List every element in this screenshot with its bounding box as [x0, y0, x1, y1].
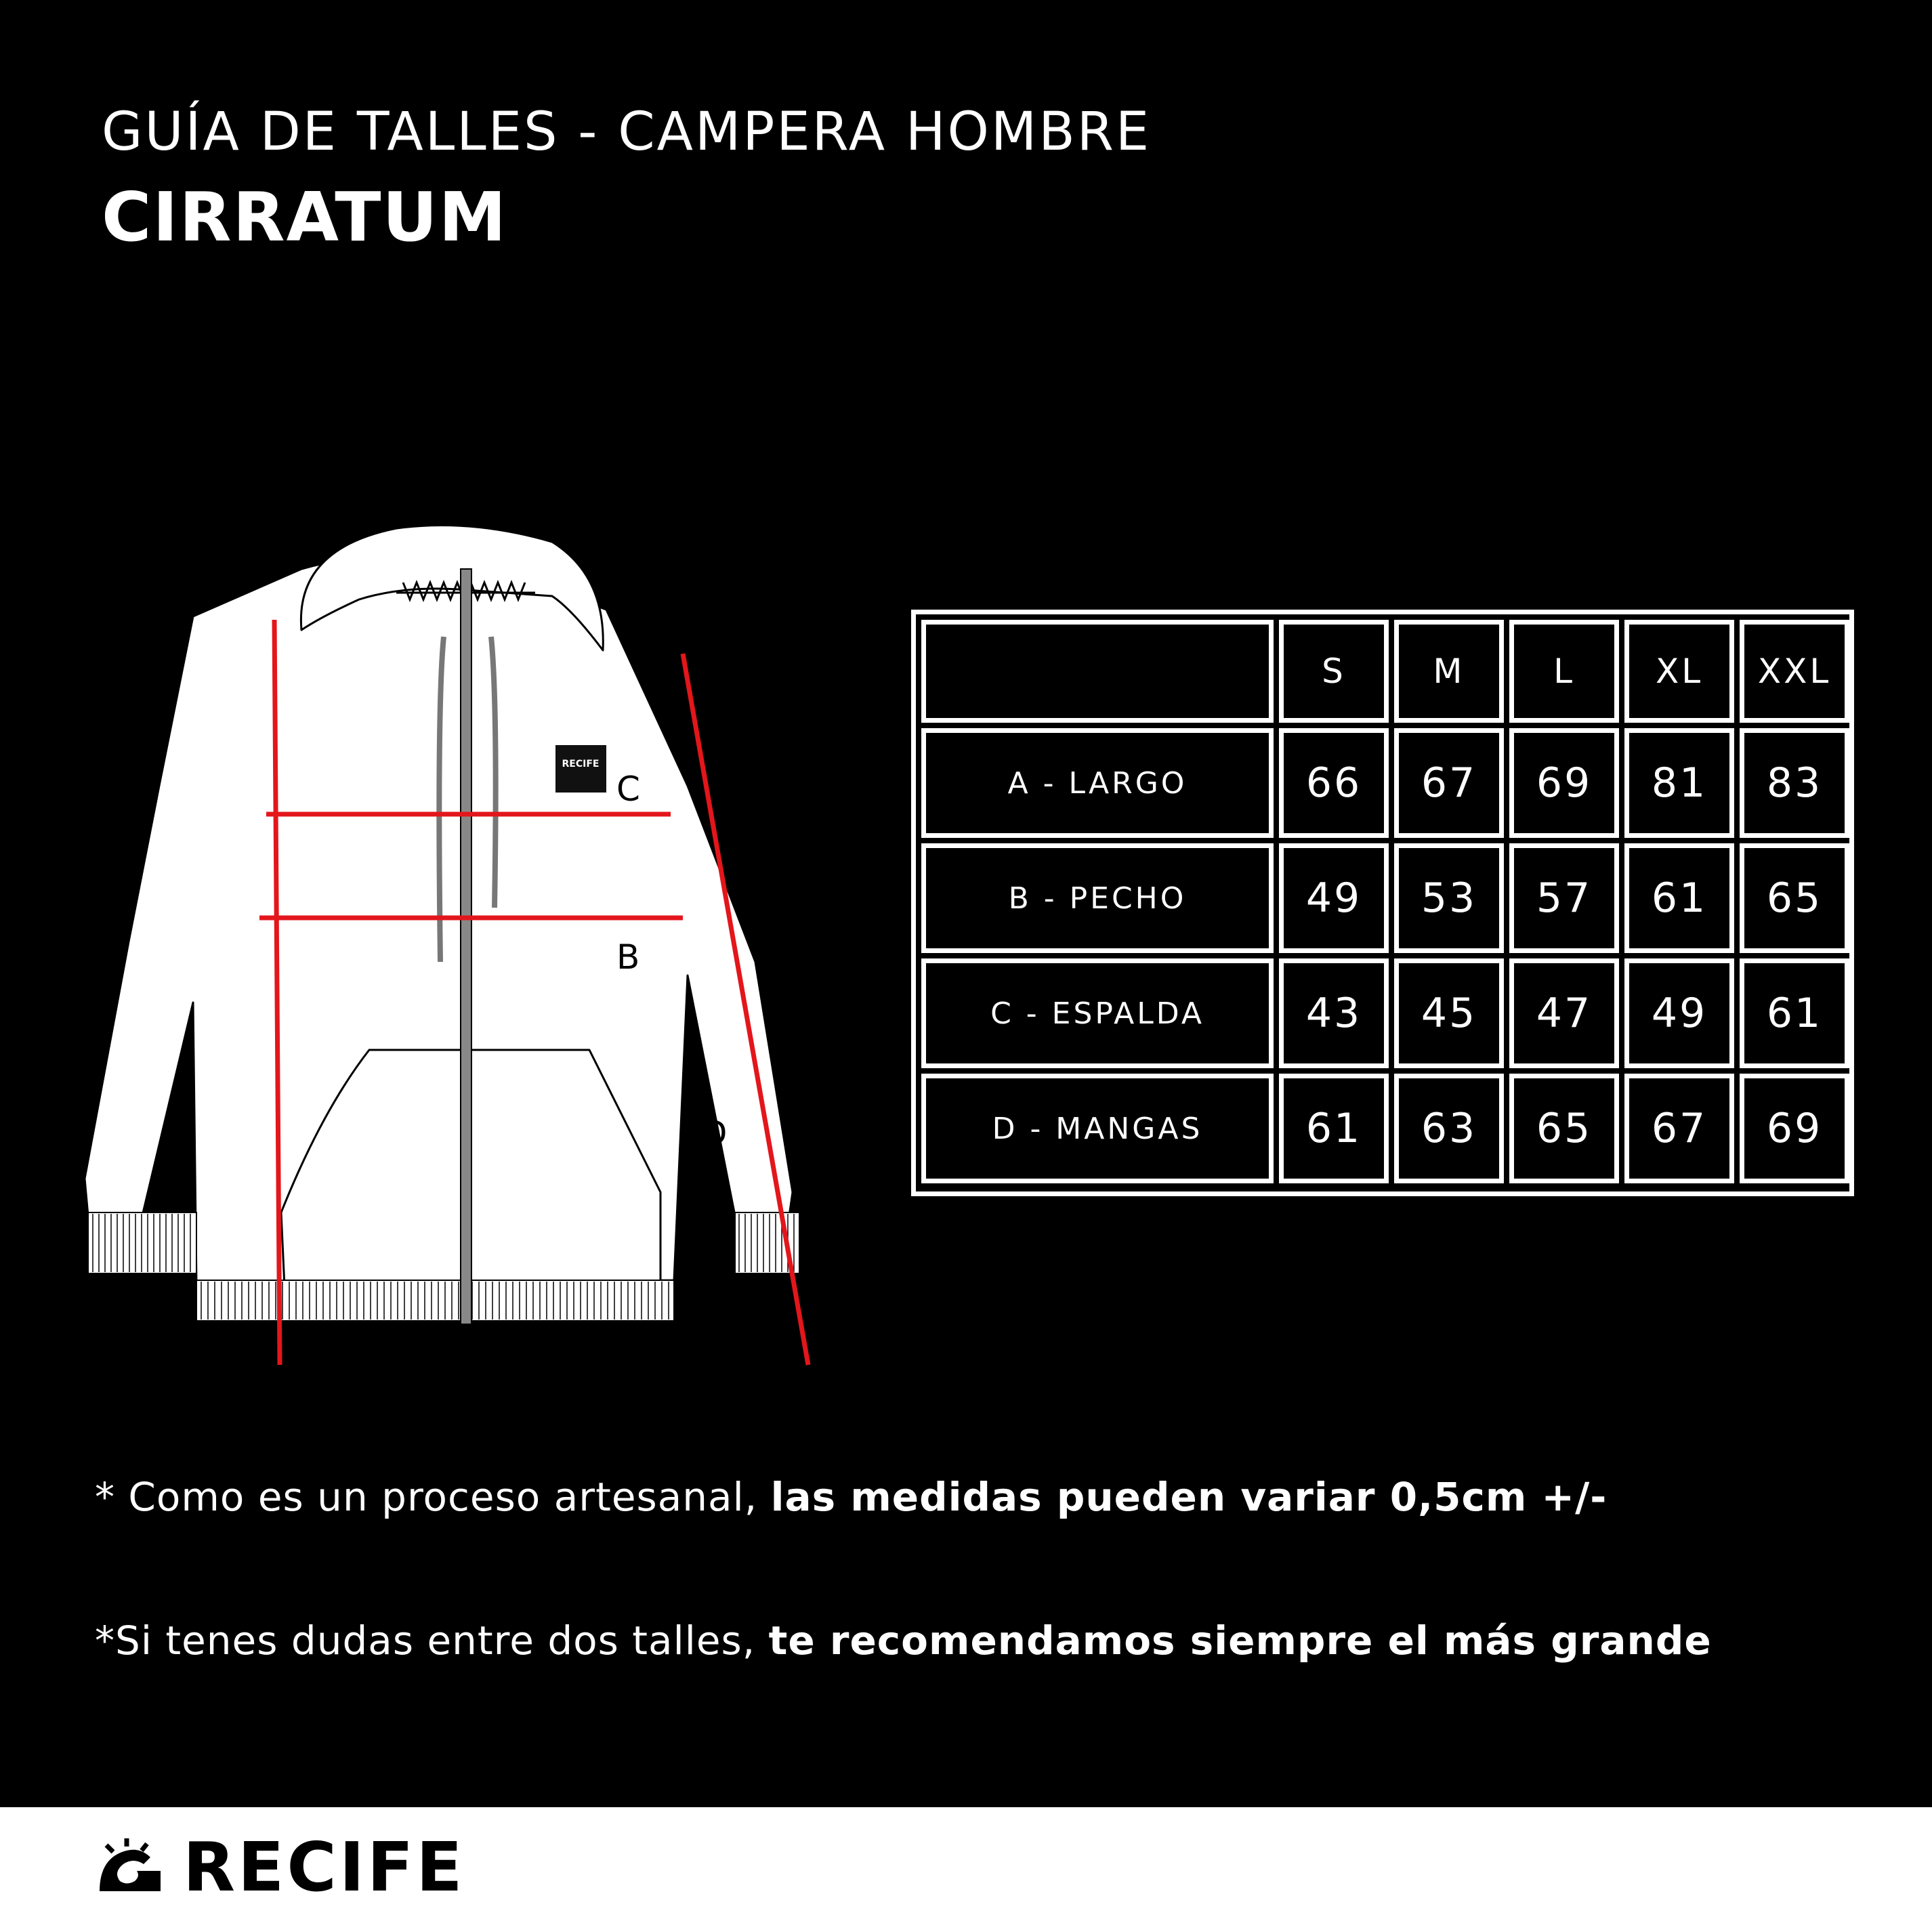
jacket-diagram [78, 501, 874, 1395]
measurement-cell: 63 [1394, 1074, 1504, 1183]
size-header-s: S [1279, 620, 1389, 723]
zipper-shape [461, 569, 471, 1324]
measurement-cell: 83 [1740, 728, 1849, 838]
size-header-m: M [1394, 620, 1504, 723]
measurement-cell: 67 [1624, 1074, 1734, 1183]
size-header-l: L [1509, 620, 1619, 723]
note-variance [95, 1474, 1607, 1520]
measurement-cell: 69 [1740, 1074, 1849, 1183]
measurement-cell: 49 [1279, 843, 1389, 953]
note-recommend-bold: te recomendamos siempre el más grande [768, 1618, 1712, 1664]
waistband-shape [196, 1280, 674, 1321]
note-recommend [95, 1618, 1712, 1664]
size-header-xl: XL [1624, 620, 1734, 723]
size-header-xxl: XXL [1740, 620, 1849, 723]
left-cuff-shape [88, 1212, 196, 1273]
label-c: C [616, 769, 640, 809]
patch-text: RECIFE [562, 759, 600, 769]
measurement-cell: 57 [1509, 843, 1619, 953]
measurement-cell: 66 [1279, 728, 1389, 838]
size-table [911, 610, 1854, 1196]
table-corner-cell [921, 620, 1274, 723]
row-label: A - LARGO [921, 728, 1274, 838]
product-name: CIRRATUM [102, 177, 508, 257]
row-label: C - ESPALDA [921, 958, 1274, 1068]
measurement-cell: 43 [1279, 958, 1389, 1068]
note-variance-text: * Como es un proceso artesanal, [95, 1474, 771, 1520]
measurement-cell: 67 [1394, 728, 1504, 838]
brand-name: RECIFE [183, 1828, 465, 1907]
measurement-cell: 49 [1624, 958, 1734, 1068]
measurement-cell: 45 [1394, 958, 1504, 1068]
measurement-cell: 69 [1509, 728, 1619, 838]
measurement-cell: 61 [1740, 958, 1849, 1068]
wave-icon [93, 1837, 167, 1898]
measurement-cell: 61 [1624, 843, 1734, 953]
label-a: A [295, 1330, 318, 1370]
row-label: D - MANGAS [921, 1074, 1274, 1183]
label-b: B [616, 937, 640, 977]
note-variance-bold: las medidas pueden variar 0,5cm +/- [770, 1474, 1608, 1520]
label-d: D [701, 1114, 728, 1153]
measurement-cell: 53 [1394, 843, 1504, 953]
measurement-cell: 65 [1509, 1074, 1619, 1183]
measurement-cell: 47 [1509, 958, 1619, 1068]
row-label: B - PECHO [921, 843, 1274, 953]
footer-bar [0, 1807, 1932, 1921]
measurement-cell: 65 [1740, 843, 1849, 953]
note-recommend-text: *Si tenes dudas entre dos talles, [95, 1618, 769, 1664]
measurement-cell: 61 [1279, 1074, 1389, 1183]
measurement-cell: 81 [1624, 728, 1734, 838]
guide-title: GUÍA DE TALLES - CAMPERA HOMBRE [102, 102, 1152, 163]
